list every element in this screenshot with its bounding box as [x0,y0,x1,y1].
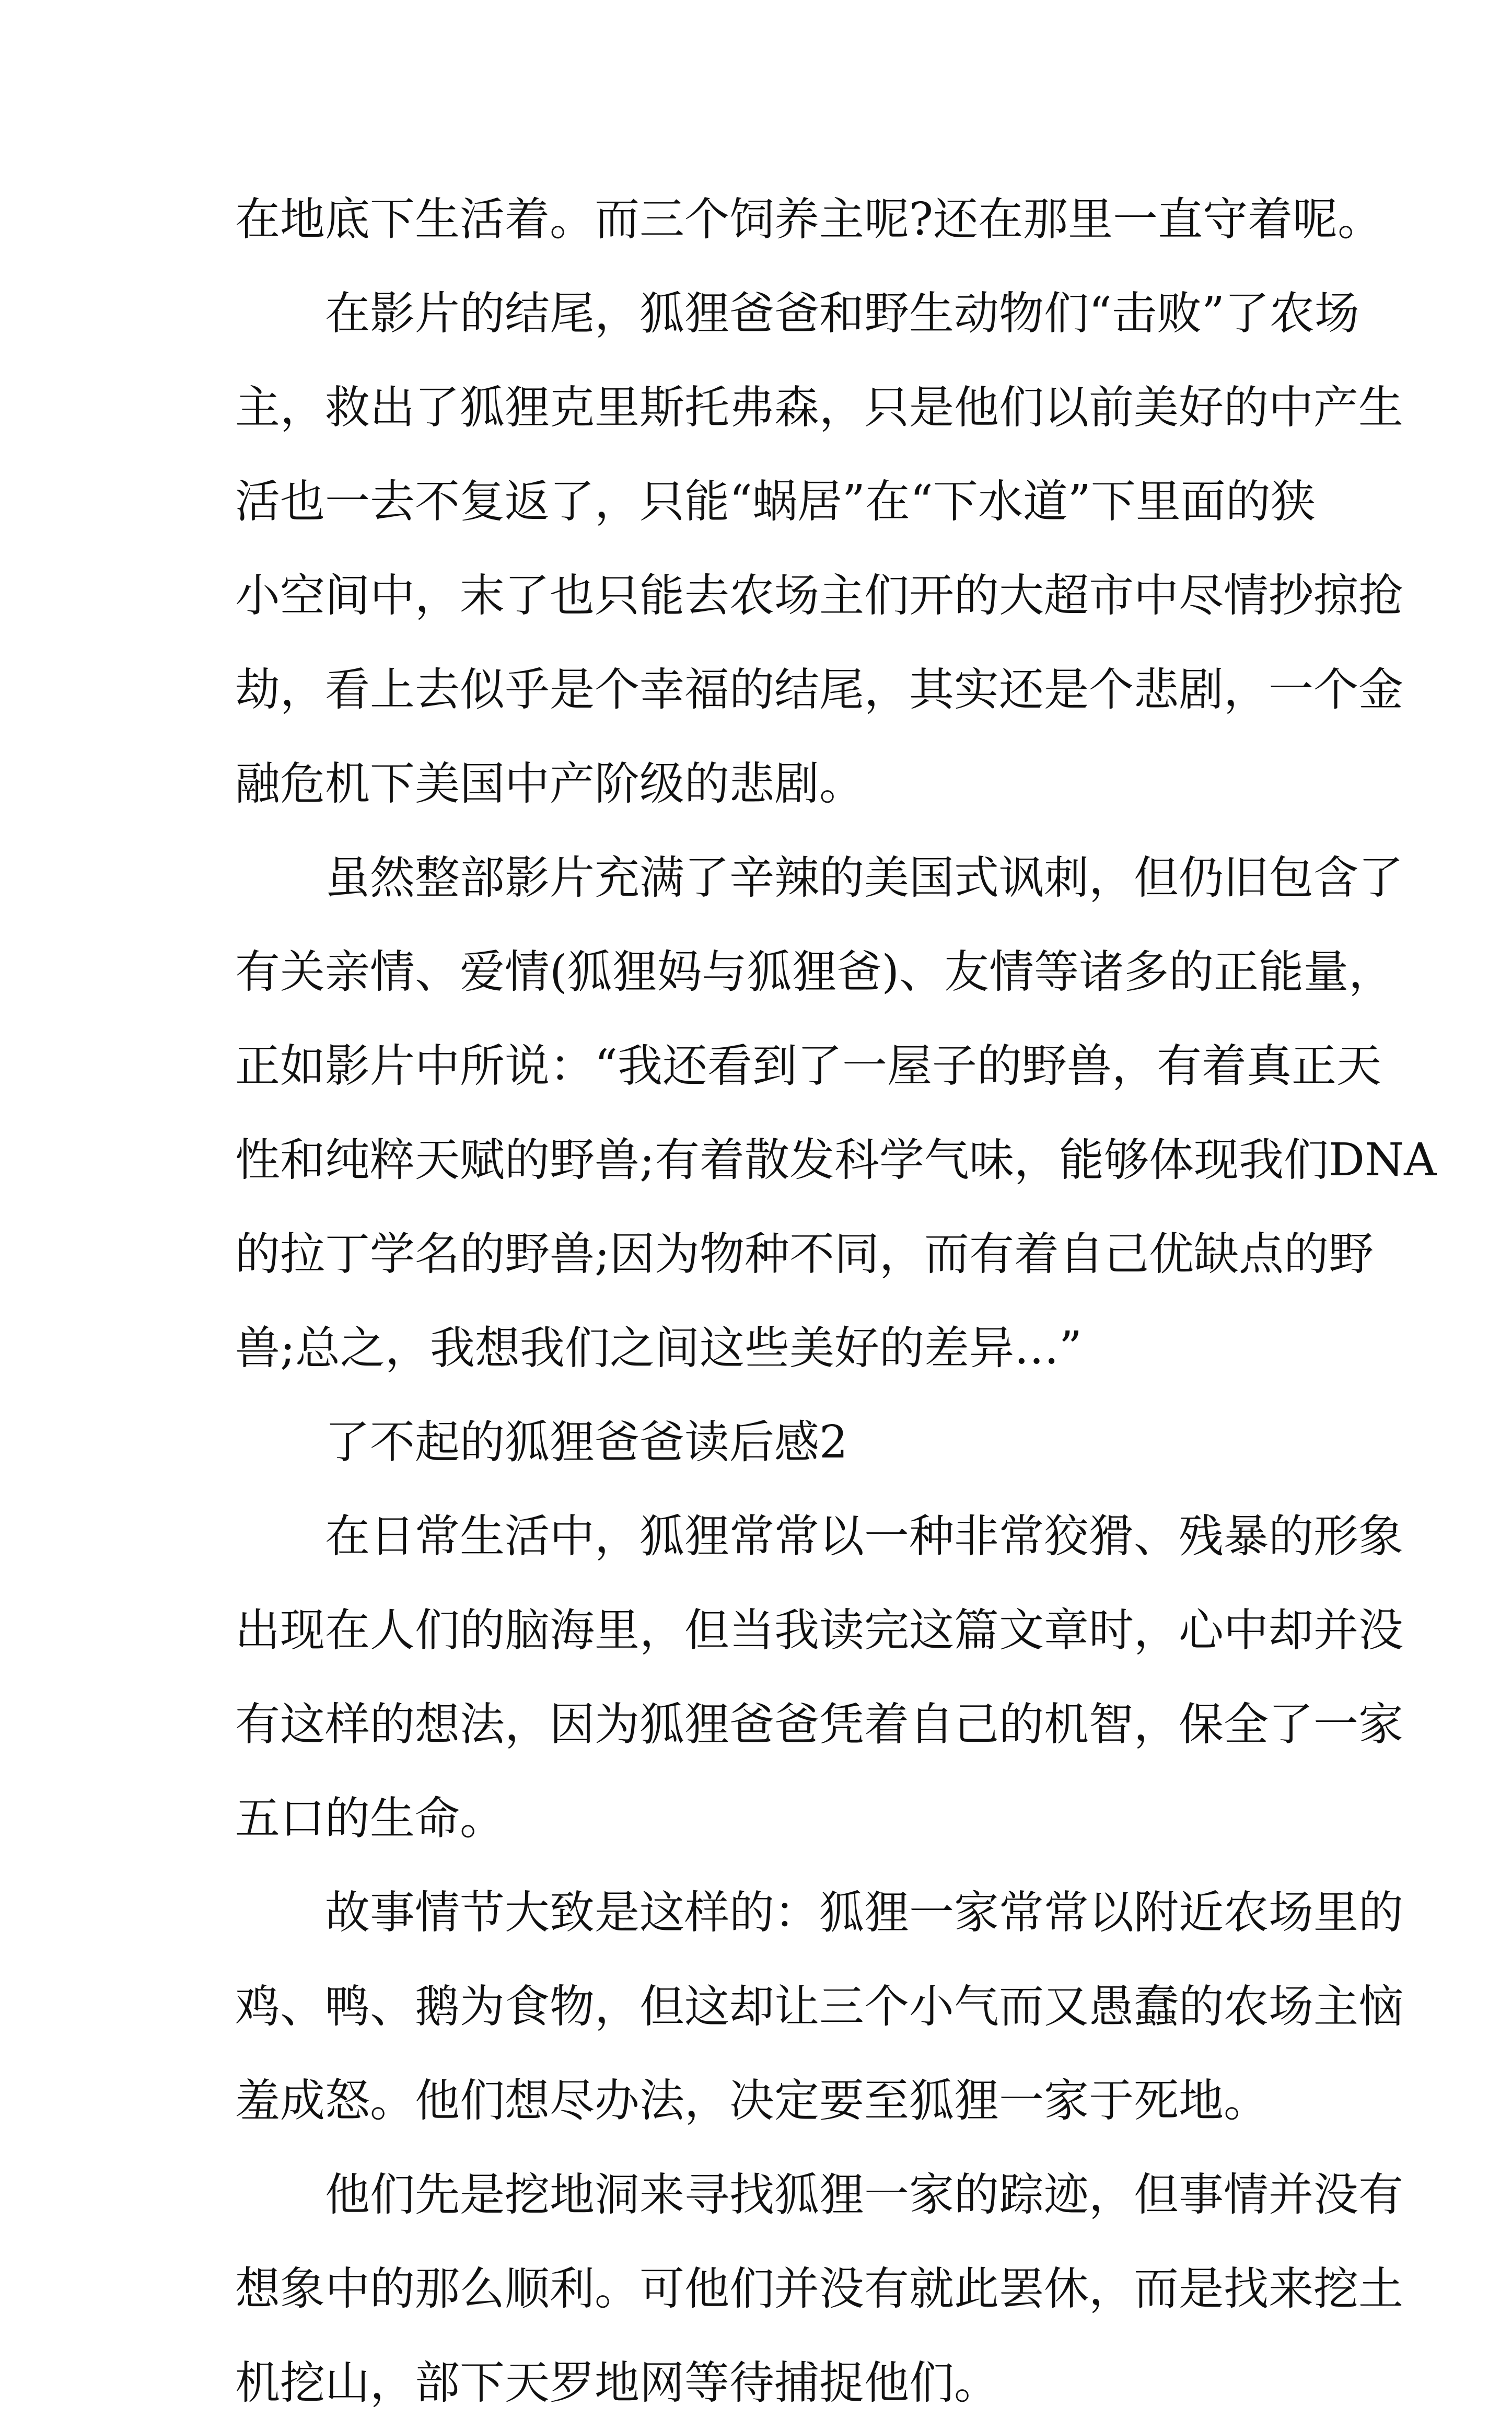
text-line: 的拉丁学名的野兽;因为物种不同，而有着自己优缺点的野 [235,1228,1374,1280]
text-line: 主，救出了狐狸克里斯托弗森，只是他们以前美好的中产生 [235,381,1403,434]
text-line: 活也一去不复返了，只能“蜗居”在“下水道”下里面的狭 [235,476,1316,528]
text-line: 在影片的结尾，狐狸爸爸和野生动物们“击败”了农场 [325,287,1359,340]
text-line: 小空间中，末了也只能去农场主们开的大超市中尽情抄掠抢 [235,570,1403,622]
text-line: 五口的生命。 [235,1792,505,1845]
text-line: 想象中的那么顺利。可他们并没有就此罢休，而是找来挖土 [235,2263,1403,2315]
text-line: 鸡、鸭、鹅为食物，但这却让三个小气而又愚蠢的农场主恼 [235,1981,1403,2033]
text-line: 有这样的想法，因为狐狸爸爸凭着自己的机智，保全了一家 [235,1698,1403,1751]
text-line: 融危机下美国中产阶级的悲剧。 [235,758,864,810]
text-line: 正如影片中所说：“我还看到了一屋子的野兽，有着真正天 [235,1040,1381,1092]
text-line: 出现在人们的脑海里，但当我读完这篇文章时，心中却并没 [235,1604,1403,1657]
document-body [235,172,1437,2430]
text-line: 故事情节大致是这样的：狐狸一家常常以附近农场里的 [325,1887,1403,1939]
text-line: 在日常生活中，狐狸常常以一种非常狡猾、残暴的形象 [325,1510,1403,1563]
section-heading: 了不起的狐狸爸爸读后感2 [325,1416,848,1468]
text-line: 劫，看上去似乎是个幸福的结尾，其实还是个悲剧，一个金 [235,664,1403,716]
text-line: 有关亲情、爱情(狐狸妈与狐狸爸)、友情等诸多的正能量， [235,946,1394,998]
text-line: 机挖山，部下天罗地网等待捕捉他们。 [235,2357,999,2409]
text-line: 羞成怒。他们想尽办法，决定要至狐狸一家于死地。 [235,2075,1269,2127]
text-line: 性和纯粹天赋的野兽;有着散发科学气味，能够体现我们DNA [235,1134,1437,1186]
text-line: 在地底下生活着。而三个饲养主呢?还在那里一直守着呢。 [235,193,1383,246]
text-line: 兽;总之，我想我们之间这些美好的差异…” [235,1322,1082,1374]
text-line: 虽然整部影片充满了辛辣的美国式讽刺，但仍旧包含了 [325,852,1403,904]
text-line: 他们先是挖地洞来寻找狐狸一家的踪迹，但事情并没有 [325,2169,1403,2221]
